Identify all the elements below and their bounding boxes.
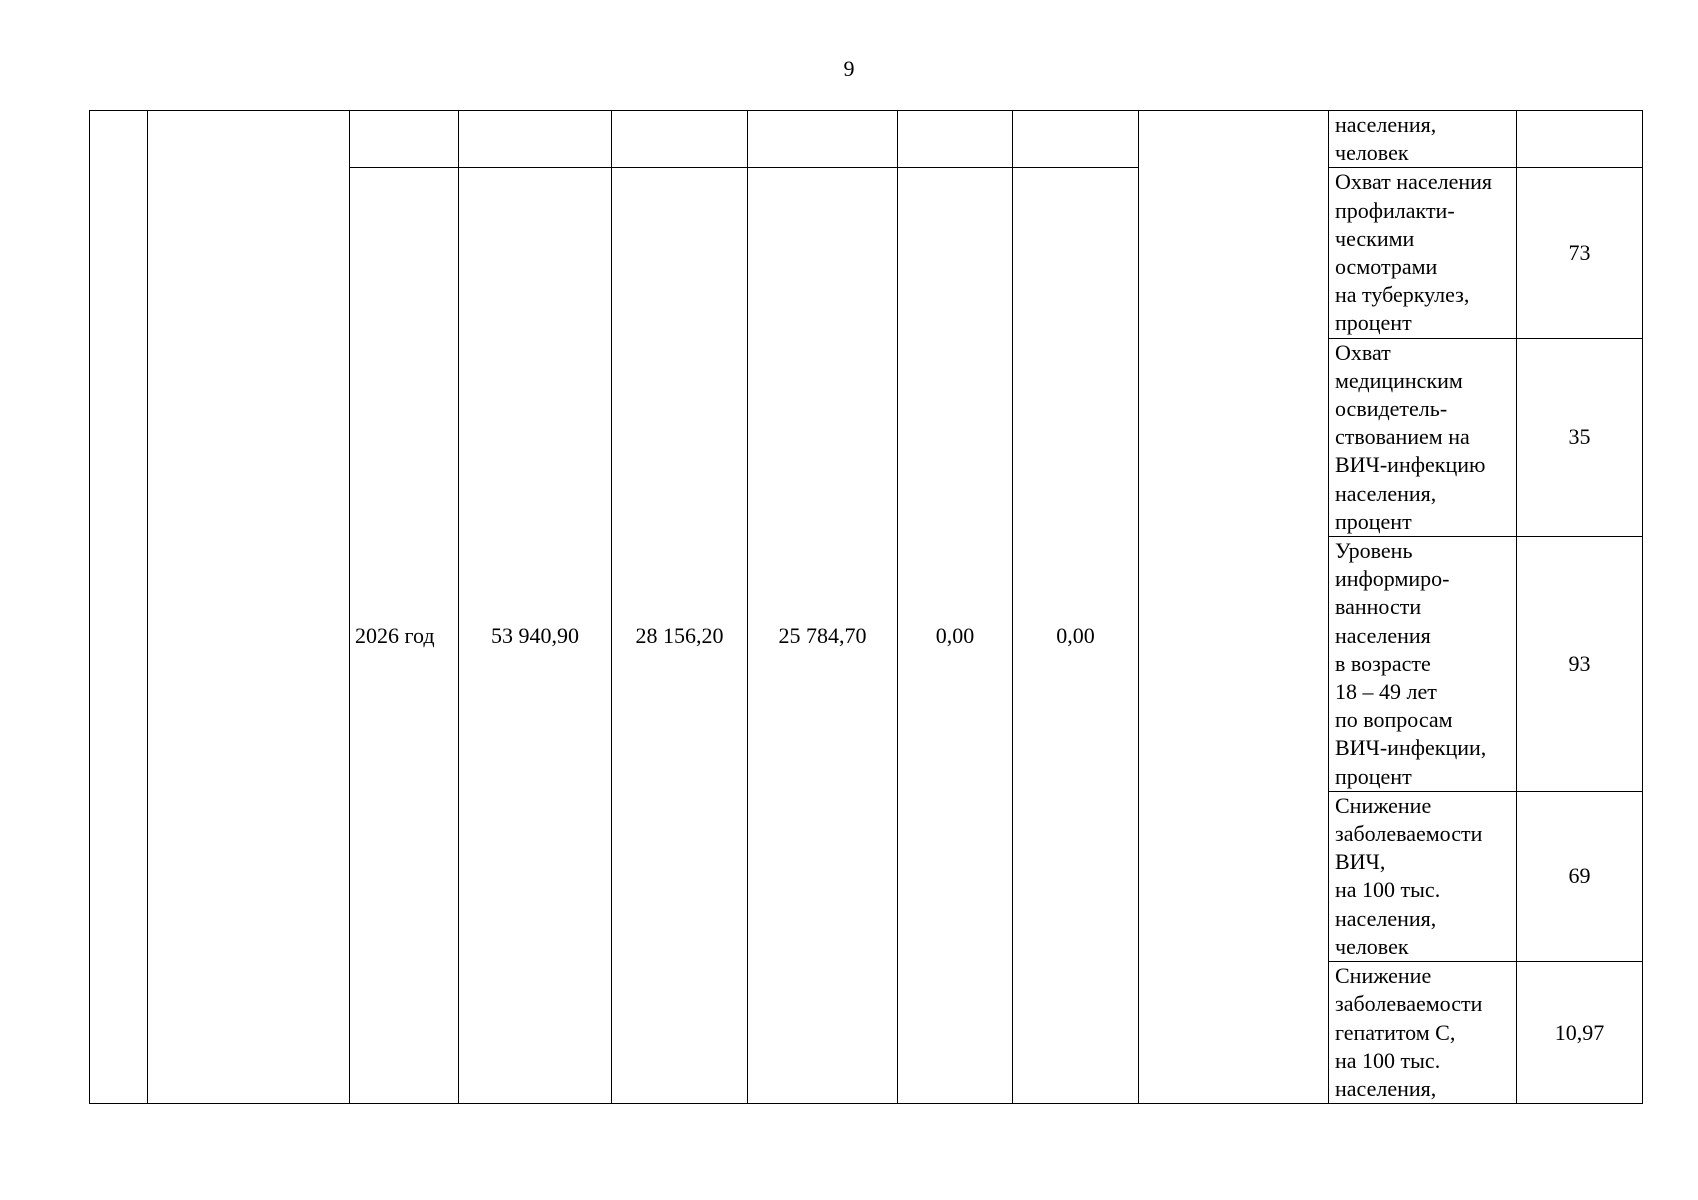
funding-cell: 0,00 bbox=[898, 168, 1013, 1104]
indicator-line: процент bbox=[1335, 310, 1412, 336]
page-number: 9 bbox=[843, 56, 855, 81]
indicator-name-cell bbox=[1329, 168, 1517, 338]
indicator-line: информиро- bbox=[1335, 566, 1450, 592]
indicator-line: человек bbox=[1335, 933, 1409, 959]
indicator-name-cell bbox=[1329, 338, 1517, 536]
funding-cell: 0,00 bbox=[1013, 168, 1139, 1104]
year-cell: 2026 год bbox=[350, 168, 459, 1104]
indicator-line: населения, bbox=[1335, 905, 1437, 931]
program-name-cell bbox=[148, 111, 350, 1104]
indicator-name-cell bbox=[1329, 791, 1517, 961]
budget-indicator-table bbox=[89, 110, 1643, 1104]
indicator-value-cell: 35 bbox=[1517, 338, 1643, 536]
indicator-line: освидетель- bbox=[1335, 396, 1448, 422]
indicator-line: гепатитом С, bbox=[1335, 1019, 1456, 1045]
indicator-line: ствованием на bbox=[1335, 424, 1470, 450]
indicator-line: Охват bbox=[1335, 339, 1391, 365]
indicator-name-cell bbox=[1329, 537, 1517, 792]
indicator-line: Уровень bbox=[1335, 538, 1413, 564]
funding-cell bbox=[898, 111, 1013, 168]
indicator-line: населения, bbox=[1335, 480, 1437, 506]
indicator-line: процент bbox=[1335, 508, 1412, 534]
indicator-line: ВИЧ-инфекцию bbox=[1335, 452, 1486, 478]
indicator-line: ВИЧ-инфекции, bbox=[1335, 735, 1487, 761]
indicator-line: 18 – 49 лет bbox=[1335, 679, 1437, 705]
indicator-value-cell: 73 bbox=[1517, 168, 1643, 338]
total-cell: 53 940,90 bbox=[459, 168, 612, 1104]
number-cell bbox=[90, 111, 148, 1104]
indicator-value-cell bbox=[1517, 111, 1643, 168]
indicator-line: на туберкулез, bbox=[1335, 282, 1470, 308]
indicator-value-cell: 93 bbox=[1517, 537, 1643, 792]
indicator-line: по вопросам bbox=[1335, 707, 1453, 733]
indicator-line: человек bbox=[1335, 140, 1409, 166]
indicator-line: Снижение bbox=[1335, 963, 1432, 989]
indicator-line: населения bbox=[1335, 622, 1431, 648]
indicator-line: заболеваемости bbox=[1335, 991, 1483, 1017]
indicator-line: профилакти- bbox=[1335, 197, 1455, 223]
indicator-line: ческими bbox=[1335, 225, 1415, 251]
indicator-line: осмотрами bbox=[1335, 254, 1438, 280]
indicator-value-cell: 10,97 bbox=[1517, 962, 1643, 1104]
executor-cell bbox=[1139, 111, 1329, 1104]
funding-cell bbox=[1013, 111, 1139, 168]
indicator-line: Охват населения bbox=[1335, 169, 1493, 195]
indicator-line: на 100 тыс. bbox=[1335, 877, 1441, 903]
indicator-line: Снижение bbox=[1335, 792, 1432, 818]
total-cell bbox=[459, 111, 612, 168]
indicator-line: на 100 тыс. bbox=[1335, 1047, 1441, 1073]
funding-cell: 28 156,20 bbox=[612, 168, 748, 1104]
indicator-line: населения, bbox=[1335, 112, 1437, 137]
funding-cell bbox=[612, 111, 748, 168]
indicator-line: заболеваемости bbox=[1335, 821, 1483, 847]
indicator-name-cell bbox=[1329, 962, 1517, 1104]
indicator-line: ВИЧ, bbox=[1335, 849, 1386, 875]
table-row bbox=[90, 111, 1643, 168]
indicator-line: процент bbox=[1335, 763, 1412, 789]
indicator-line: населения, bbox=[1335, 1075, 1437, 1101]
indicator-name-cell bbox=[1329, 111, 1517, 168]
indicator-line: в возрасте bbox=[1335, 650, 1431, 676]
indicator-line: медицинским bbox=[1335, 367, 1463, 393]
indicator-line: ванности bbox=[1335, 594, 1422, 620]
year-cell bbox=[350, 111, 459, 168]
funding-cell: 25 784,70 bbox=[748, 168, 898, 1104]
indicator-value-cell: 69 bbox=[1517, 791, 1643, 961]
funding-cell bbox=[748, 111, 898, 168]
